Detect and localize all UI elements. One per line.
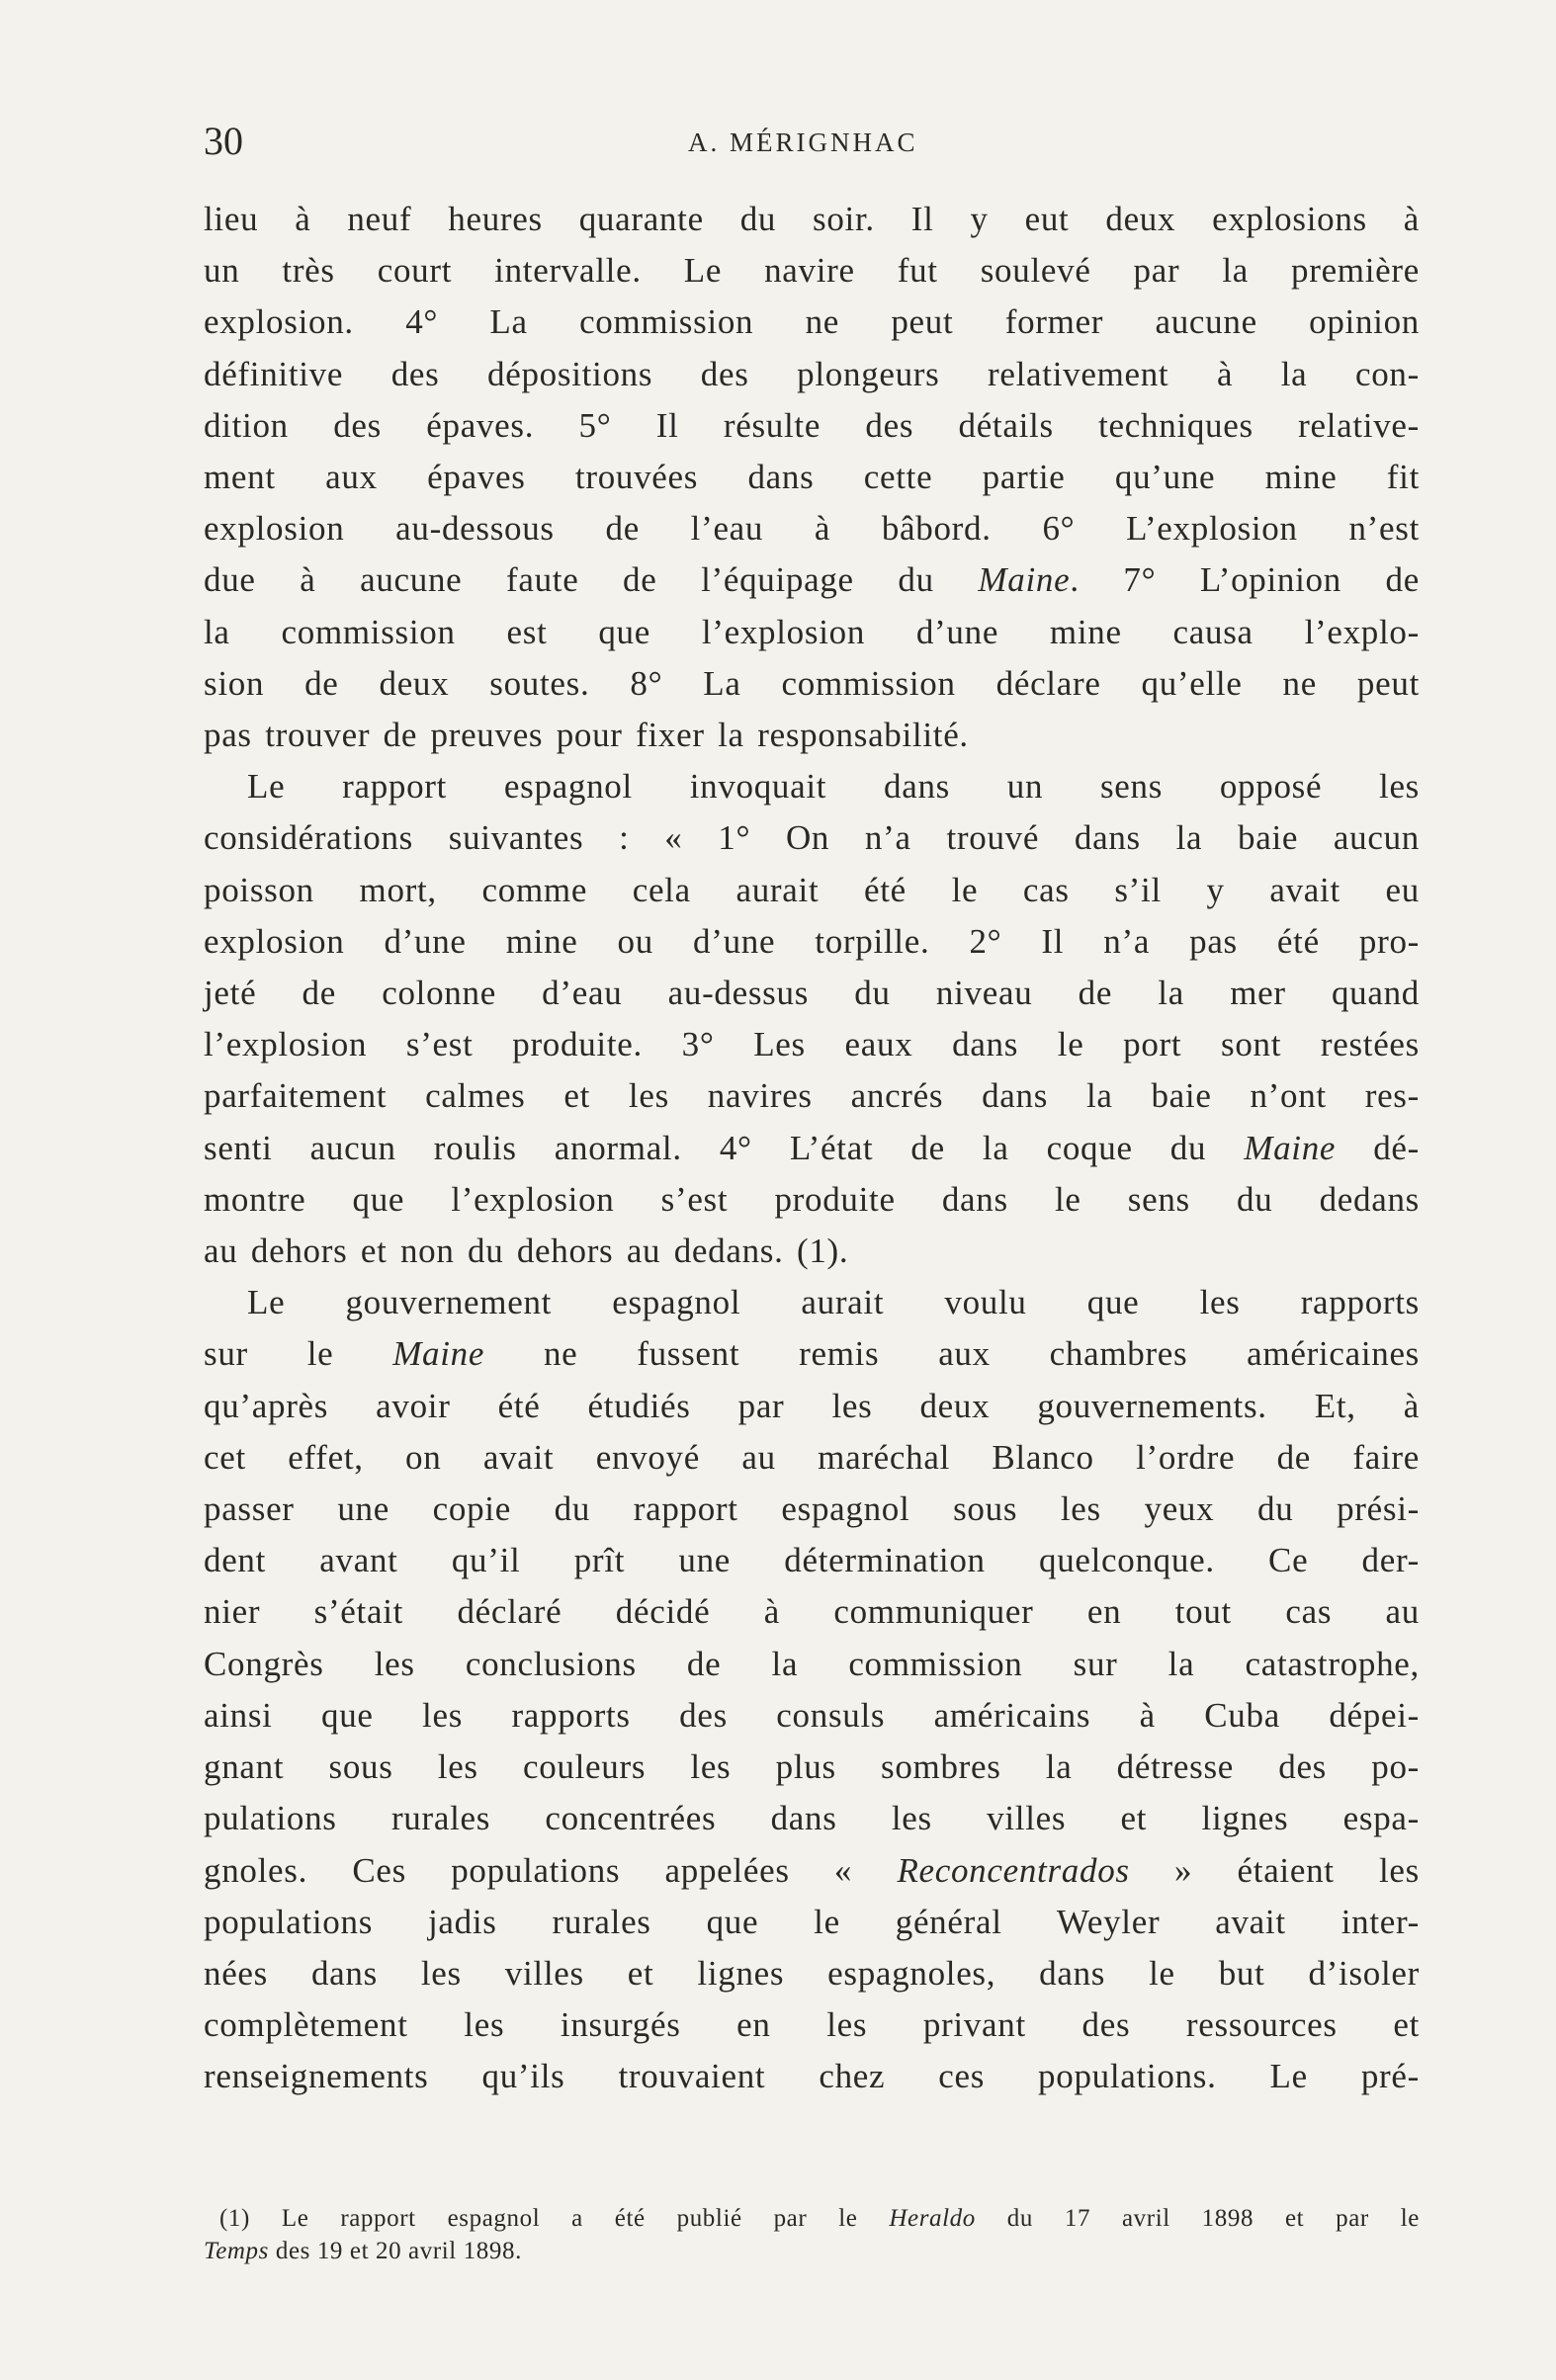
footnote-line: Temps des 19 et 20 avril 1898.	[204, 2238, 522, 2264]
text-line: passer une copie du rapport espagnol sous les yeux du prési-	[204, 1489, 1420, 1529]
text-line: due à aucune faute de l’équipage du Maine. 7° L’opinion de	[204, 560, 1420, 600]
text-line: cet effet, on avait envoyé au maréchal Blanco l’ordre de faire	[204, 1437, 1420, 1477]
text-line: qu’après avoir été étudiés par les deux gouvernements. Et, à	[204, 1386, 1420, 1425]
text-line: sur le Maine ne fussent remis aux chambres américaines	[204, 1334, 1421, 1374]
text-line: montre que l’explosion s’est produite dans le sens du dedans	[204, 1179, 1420, 1219]
body-text	[204, 194, 1420, 2103]
page-header	[204, 117, 1420, 166]
text-line: pas trouver de preuves pour fixer la responsabilité.	[204, 716, 969, 755]
page-number: 30	[204, 119, 243, 163]
text-line: senti aucun roulis anormal. 4° L’état de la coque du Maine dé-	[204, 1128, 1420, 1167]
text-line: gnoles. Ces populations appelées « Reconcentrados » étaient les	[204, 1850, 1420, 1890]
text-line: nier s’était déclaré décidé à communiquer en tout cas au	[204, 1592, 1420, 1632]
text-line: Le gouvernement espagnol aurait voulu que les rapports	[247, 1283, 1420, 1322]
text-line: lieu à neuf heures quarante du soir. Il y eut deux explosions à	[204, 200, 1420, 238]
text-line: un très court intervalle. Le navire fut soulevé par la première	[204, 251, 1420, 291]
text-line: considérations suivantes : « 1° On n’a trouvé dans la baie aucun	[204, 818, 1420, 858]
text-line: poisson mort, comme cela aurait été le cas s’il y avait eu	[204, 870, 1420, 909]
text-line: Le rapport espagnol invoquait dans un sens opposé les	[247, 767, 1420, 807]
text-line: populations jadis rurales que le général Weyler avait inter-	[204, 1902, 1420, 1941]
text-line: explosion. 4° La commission ne peut former aucune opinion	[204, 302, 1420, 342]
text-line: dent avant qu’il prît une détermination quelconque. Ce der-	[204, 1541, 1420, 1580]
text-line: la commission est que l’explosion d’une mine causa l’explo-	[204, 612, 1420, 651]
text-line: ment aux épaves trouvées dans cette partie qu’une mine fit	[204, 458, 1420, 497]
text-line: complètement les insurgés en les privant des ressources et	[204, 2005, 1420, 2045]
text-line: dition des épaves. 5° Il résulte des détails techniques relative-	[204, 405, 1420, 445]
text-line: gnant sous les couleurs les plus sombres la détresse des po-	[204, 1747, 1420, 1787]
text-line: au dehors et non du dehors au dedans. (1).	[204, 1232, 849, 1271]
text-line: sion de deux soutes. 8° La commission déclare qu’elle ne peut	[204, 663, 1420, 703]
text-line: l’explosion s’est produite. 3° Les eaux dans le port sont restées	[204, 1025, 1420, 1064]
text-line: jeté de colonne d’eau au-dessus du niveau de la mer quand	[204, 974, 1420, 1013]
text-line: définitive des dépositions des plongeurs relativement à la con-	[204, 354, 1420, 393]
text-line: Congrès les conclusions de la commission sur la catastrophe,	[204, 1644, 1420, 1683]
text-line: renseignements qu’ils trouvaient chez ces populations. Le pré-	[204, 2057, 1420, 2096]
footnote	[204, 2202, 1420, 2267]
text-line: parfaitement calmes et les navires ancrés dans la baie n’ont res-	[204, 1076, 1420, 1116]
footnote-line: (1) Le rapport espagnol a été publié par le Heraldo du 17 avril 1898 et par le	[219, 2205, 1420, 2232]
text-line: explosion d’une mine ou d’une torpille. 2° Il n’a pas été pro-	[204, 921, 1420, 961]
text-line: pulations rurales concentrées dans les villes et lignes espa-	[204, 1799, 1420, 1838]
text-line: explosion au-dessous de l’eau à bâbord. 6° L’explosion n’est	[204, 509, 1420, 549]
running-head: A. MÉRIGNHAC	[688, 128, 918, 157]
text-line: ainsi que les rapports des consuls américains à Cuba dépei-	[204, 1695, 1420, 1735]
text-line: nées dans les villes et lignes espagnoles, dans le but d’isoler	[204, 1953, 1420, 1993]
